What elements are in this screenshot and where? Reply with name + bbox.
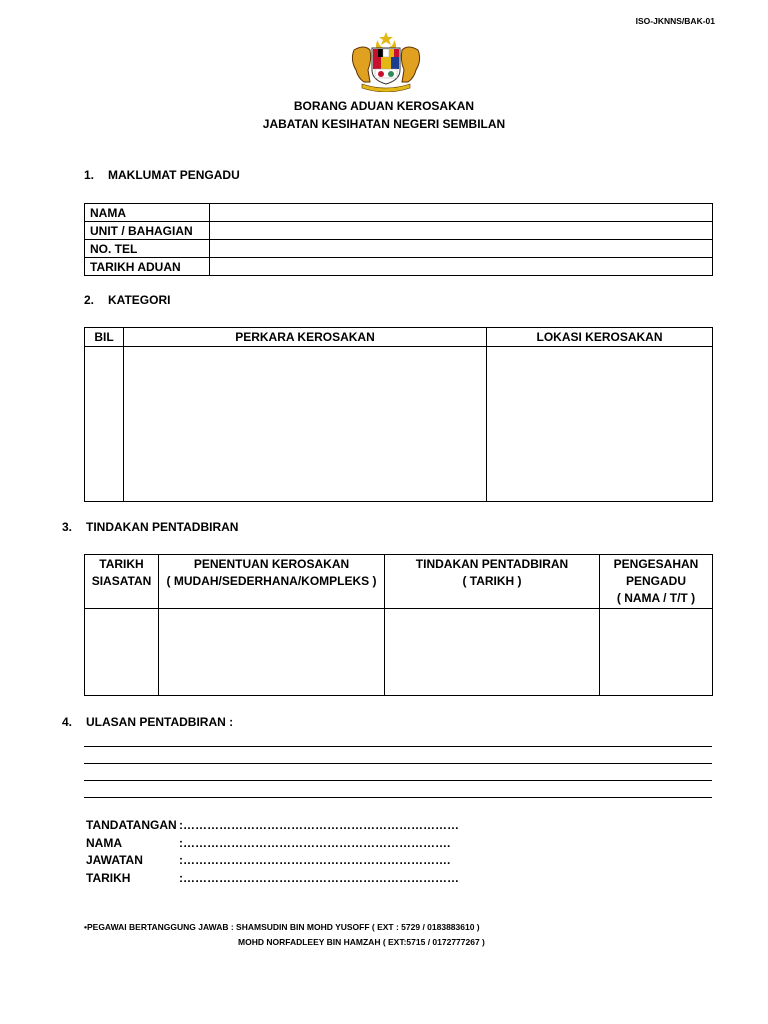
document-code: ISO-JKNNS/BAK-01	[635, 16, 715, 26]
ulasan-line-1[interactable]	[84, 746, 712, 747]
header-line: PENGESAHAN	[613, 557, 699, 571]
table-row	[85, 222, 713, 240]
no-tel-field[interactable]	[210, 240, 713, 258]
header-perkara-kerosakan: PERKARA KEROSAKAN	[124, 328, 487, 347]
nama-sign-field[interactable]: :………………………………………………………….	[179, 836, 451, 850]
form-title: BORANG ADUAN KEROSAKAN	[293, 99, 475, 113]
jawatan-label: JAWATAN	[86, 853, 143, 867]
jawatan-row	[86, 853, 450, 867]
tarikh-label: TARIKH	[86, 871, 131, 885]
table-row	[85, 204, 713, 222]
section-number: 3.	[62, 520, 73, 534]
section-number: 2.	[84, 293, 95, 307]
section-kategori	[84, 293, 170, 307]
malaysia-coat-of-arms-icon	[348, 30, 424, 92]
info-label-tarikh-aduan: TARIKH ADUAN	[85, 258, 210, 276]
header-line: PENGADU	[625, 574, 686, 588]
tandatangan-field[interactable]: :……………………………………………………………	[179, 818, 459, 832]
penentuan-kerosakan-cell[interactable]	[159, 609, 385, 696]
section-label: KATEGORI	[108, 293, 171, 307]
bil-cell[interactable]	[85, 347, 124, 502]
section-label: ULASAN PENTADBIRAN :	[86, 715, 234, 729]
table-header-row	[85, 328, 713, 347]
perkara-kerosakan-cell[interactable]	[124, 347, 487, 502]
header-line: ( NAMA / T/T )	[616, 591, 696, 605]
tarikh-row	[86, 871, 459, 885]
nama-row	[86, 836, 450, 850]
section-tindakan-pentadbiran	[62, 520, 238, 534]
nama-field[interactable]	[210, 204, 713, 222]
header-line: ( TARIKH )	[462, 574, 522, 588]
header-line: PENENTUAN KEROSAKAN	[193, 557, 350, 571]
section-maklumat-pengadu	[84, 168, 240, 182]
section-number: 4.	[62, 715, 73, 729]
nama-label: NAMA	[86, 836, 122, 850]
header-tarikh-siasatan	[85, 555, 159, 609]
section-label: MAKLUMAT PENGADU	[108, 168, 240, 182]
info-label-unit: UNIT / BAHAGIAN	[85, 222, 210, 240]
ulasan-line-3[interactable]	[84, 780, 712, 781]
header-line: ( MUDAH/SEDERHANA/KOMPLEKS )	[166, 574, 377, 588]
section-label: TINDAKAN PENTADBIRAN	[86, 520, 239, 534]
section-ulasan-pentadbiran	[62, 715, 233, 729]
table-header-row	[85, 555, 713, 609]
header-penentuan-kerosakan	[159, 555, 385, 609]
tandatangan-row	[86, 818, 459, 832]
tandatangan-label: TANDATANGAN	[86, 818, 177, 832]
pengesahan-pengadu-cell[interactable]	[600, 609, 713, 696]
tarikh-siasatan-cell[interactable]	[85, 609, 159, 696]
jawatan-field[interactable]: :………………………………………………………….	[179, 853, 451, 867]
bullet-icon: •	[84, 922, 87, 932]
header-lokasi-kerosakan: LOKASI KEROSAKAN	[487, 328, 713, 347]
header-bil: BIL	[85, 328, 124, 347]
ulasan-line-2[interactable]	[84, 763, 712, 764]
tindakan-pentadbiran-cell[interactable]	[385, 609, 600, 696]
footer-line-1: PEGAWAI BERTANGGUNG JAWAB : SHAMSUDIN BIN MOHD YUSOFF ( EXT : 5729 / 0183883610 )	[86, 922, 480, 932]
header-pengesahan-pengadu	[600, 555, 713, 609]
unit-bahagian-field[interactable]	[210, 222, 713, 240]
tarikh-field[interactable]: :……………………………………………………………	[179, 871, 459, 885]
kategori-table	[84, 327, 713, 502]
table-row	[85, 258, 713, 276]
footer-officer-2: MOHD NORFADLEEY BIN HAMZAH ( EXT:5715 / 0172777267 )	[238, 937, 485, 947]
table-row	[85, 347, 713, 502]
complainant-info-table	[84, 203, 713, 276]
header-line: TINDAKAN PENTADBIRAN	[415, 557, 569, 571]
section-number: 1.	[84, 168, 95, 182]
info-label-nama: NAMA	[85, 204, 210, 222]
table-row	[85, 240, 713, 258]
ulasan-line-4[interactable]	[84, 797, 712, 798]
info-label-no-tel: NO. TEL	[85, 240, 210, 258]
footer-officer-1	[84, 922, 480, 932]
tindakan-table	[84, 554, 713, 696]
department-title: JABATAN KESIHATAN NEGERI SEMBILAN	[262, 117, 506, 131]
header-line: SIASATAN	[91, 574, 152, 588]
table-row	[85, 609, 713, 696]
header-tindakan-pentadbiran	[385, 555, 600, 609]
lokasi-kerosakan-cell[interactable]	[487, 347, 713, 502]
header-line: TARIKH	[99, 557, 144, 571]
tarikh-aduan-field[interactable]	[210, 258, 713, 276]
